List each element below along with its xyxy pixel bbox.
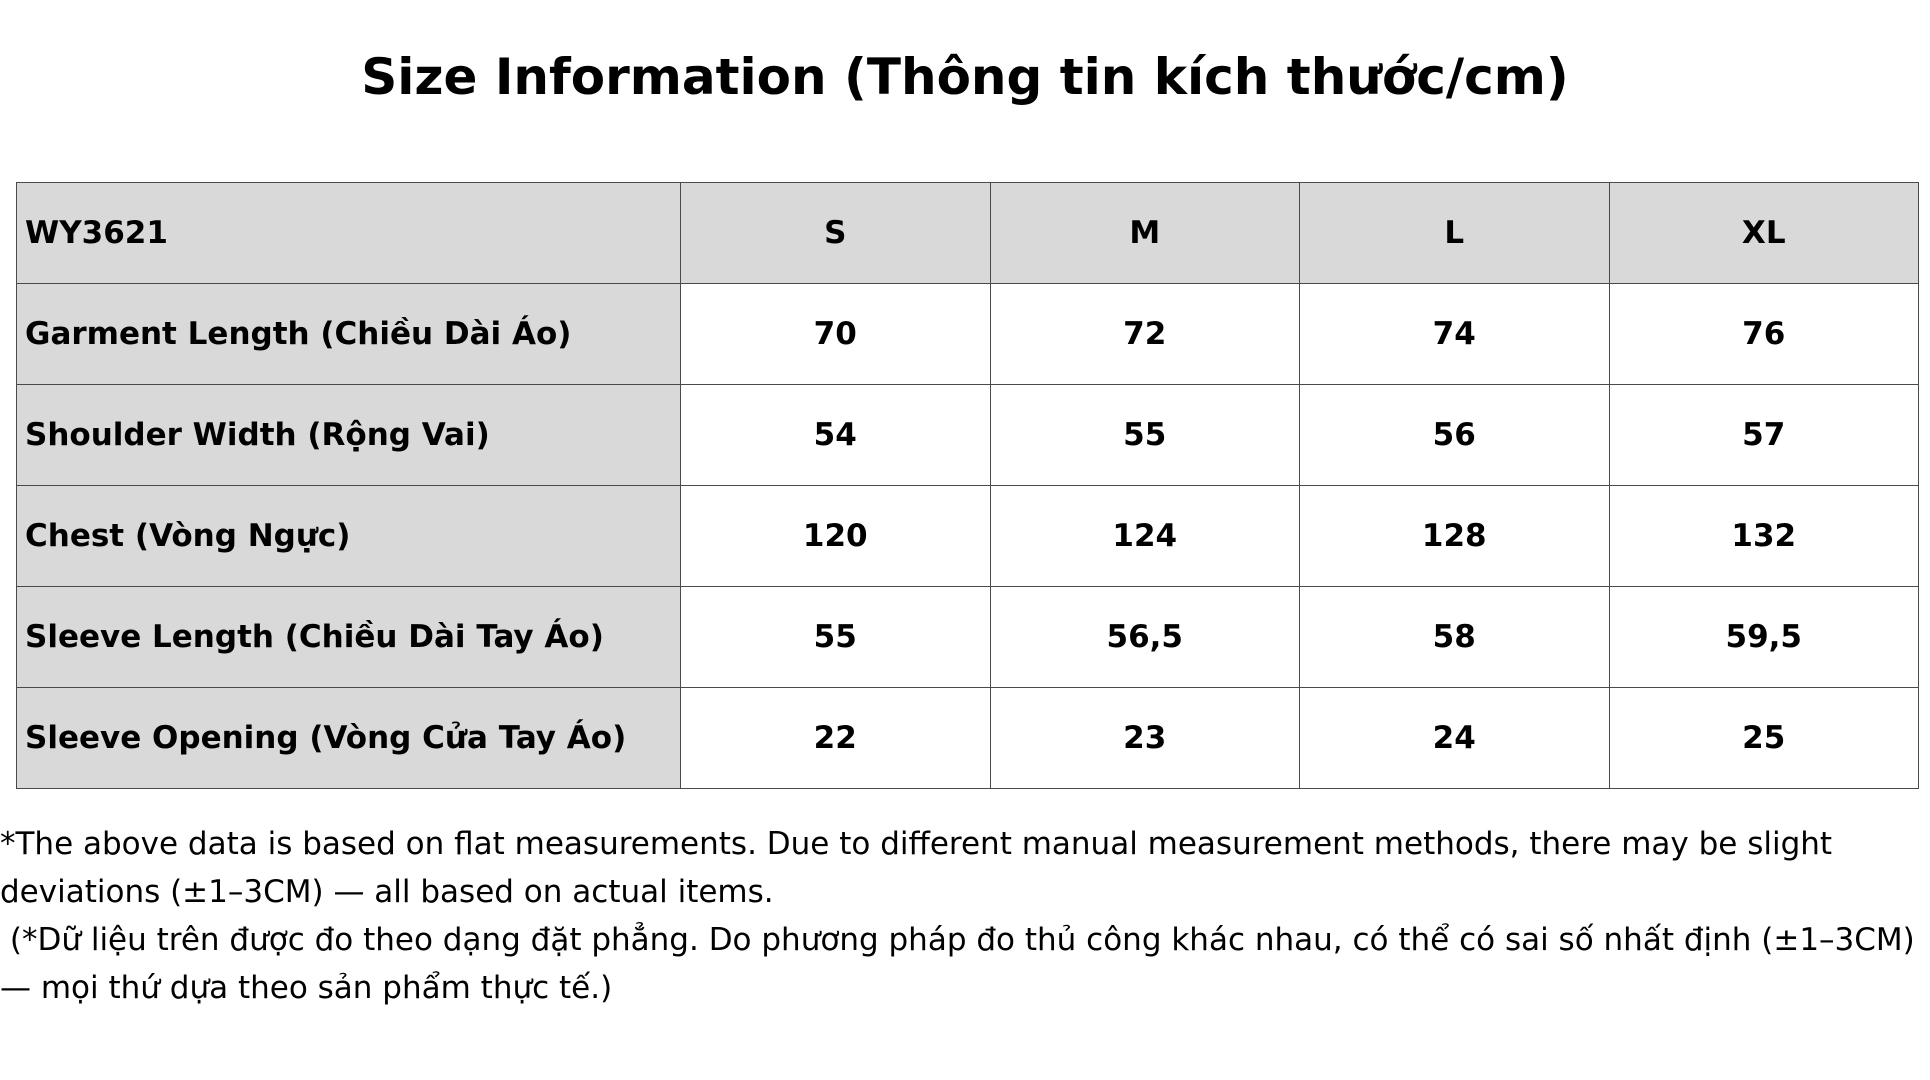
table-cell: 24 — [1300, 688, 1610, 789]
row-label: Shoulder Width (Rộng Vai) — [17, 385, 681, 486]
table-cell: 132 — [1609, 486, 1919, 587]
table-row — [17, 284, 1919, 385]
table-cell: 25 — [1609, 688, 1919, 789]
measurement-notes — [0, 820, 1925, 1012]
size-table — [16, 182, 1919, 789]
table-row — [17, 486, 1919, 587]
table-cell: 70 — [681, 284, 991, 385]
table-row — [17, 587, 1919, 688]
table-cell: 55 — [990, 385, 1300, 486]
size-header-m: M — [990, 183, 1300, 284]
page-title: Size Information (Thông tin kích thước/cm) — [361, 48, 1569, 106]
row-label: Sleeve Length (Chiều Dài Tay Áo) — [17, 587, 681, 688]
table-cell: 74 — [1300, 284, 1610, 385]
table-cell: 23 — [990, 688, 1300, 789]
table-cell: 59,5 — [1609, 587, 1919, 688]
row-label: Chest (Vòng Ngực) — [17, 486, 681, 587]
table-cell: 120 — [681, 486, 991, 587]
table-cell: 72 — [990, 284, 1300, 385]
table-cell: 56 — [1300, 385, 1610, 486]
table-cell: 128 — [1300, 486, 1610, 587]
note-vietnamese: (*Dữ liệu trên được đo theo dạng đặt phẳng. Do phương pháp đo thủ công khác nhau, có thể có sai số nhất định (±1–3CM) — mọi thứ dựa theo sản phẩm thực tế.) — [0, 922, 1925, 1006]
table-row — [17, 688, 1919, 789]
row-label: Garment Length (Chiều Dài Áo) — [17, 284, 681, 385]
table-cell: 54 — [681, 385, 991, 486]
table-header-row — [17, 183, 1919, 284]
table-cell: 58 — [1300, 587, 1610, 688]
table-cell: 22 — [681, 688, 991, 789]
table-cell: 76 — [1609, 284, 1919, 385]
table-row — [17, 385, 1919, 486]
note-english: *The above data is based on flat measurements. Due to different manual measurement methods, there may be slight deviations (±1–3CM) — all based on actual items. — [0, 826, 1833, 910]
row-label: Sleeve Opening (Vòng Cửa Tay Áo) — [17, 688, 681, 789]
size-header-l: L — [1300, 183, 1610, 284]
table-cell: 55 — [681, 587, 991, 688]
table-cell: 124 — [990, 486, 1300, 587]
table-cell: 57 — [1609, 385, 1919, 486]
size-header-xl: XL — [1609, 183, 1919, 284]
product-code: WY3621 — [17, 183, 681, 284]
size-header-s: S — [681, 183, 991, 284]
table-cell: 56,5 — [990, 587, 1300, 688]
